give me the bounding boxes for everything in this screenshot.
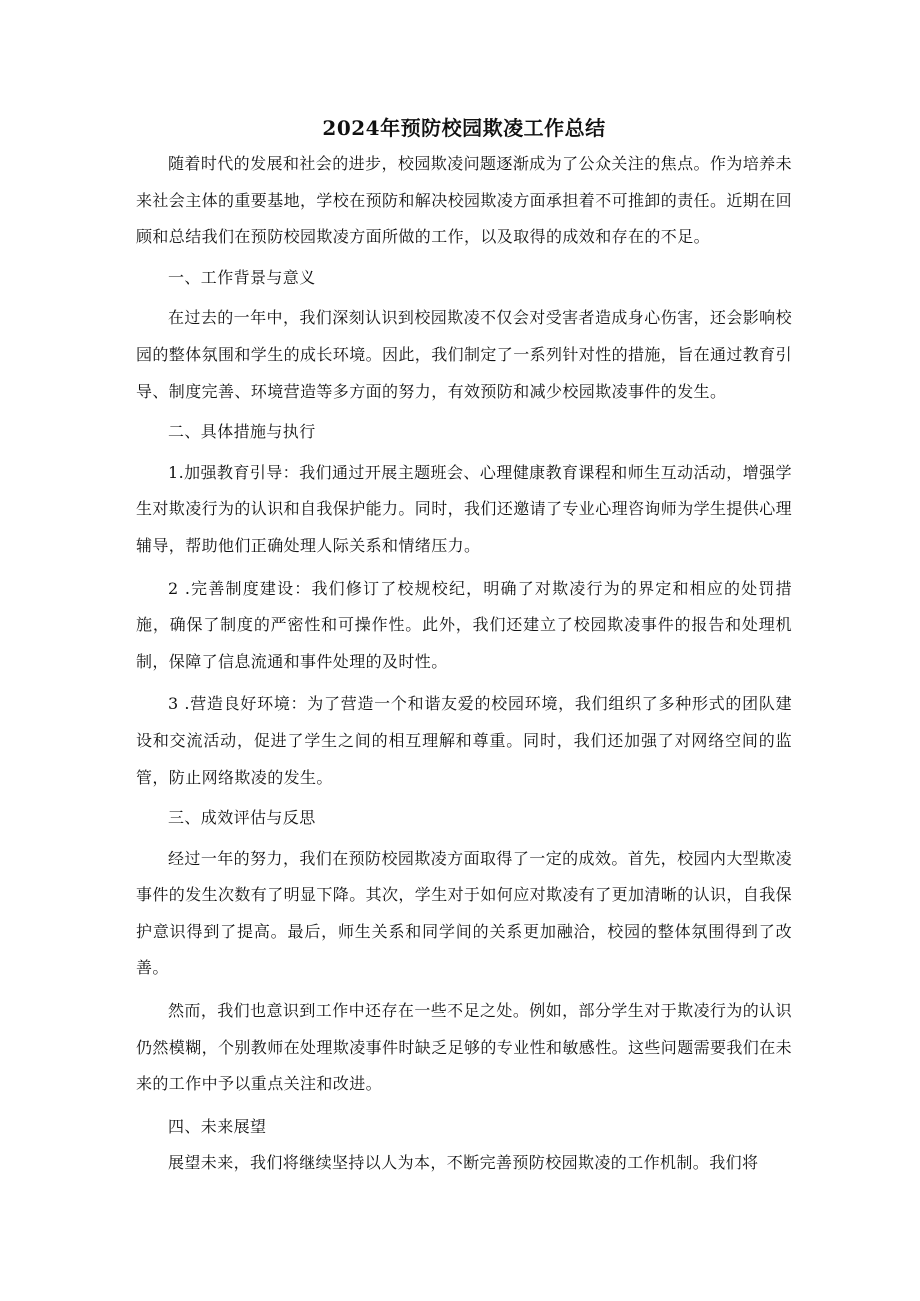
document-title: 2024年预防校园欺凌工作总结 <box>322 116 606 140</box>
section-heading-measures: 二、具体措施与执行 <box>168 422 316 442</box>
background-paragraph: 在过去的一年中，我们深刻认识到校园欺凌不仅会对受害者造成身心伤害，还会影响校园的整体氛围和学生的成长环境。因此，我们制定了一系列针对性的措施，旨在通过教育引导、制度完善、环境营造等多方面的努力，有效预防和减少校园欺凌事件的发生。 <box>136 308 793 401</box>
section-heading-outlook: 四、未来展望 <box>168 1116 267 1136</box>
document-page <box>136 112 792 1182</box>
evaluation-results-paragraph: 经过一年的努力，我们在预防校园欺凌方面取得了一定的成效。首先，校园内大型欺凌事件的发生次数有了明显下降。其次，学生对于如何应对欺凌有了更加清晰的认识，自我保护意识得到了提高。最后，师生关系和同学间的关系更加融洽，校园的整体氛围得到了改善。 <box>136 848 793 978</box>
evaluation-reflection-paragraph: 然而，我们也意识到工作中还存在一些不足之处。例如，部分学生对于欺凌行为的认识仍然模糊，个别教师在处理欺凌事件时缺乏足够的专业性和敏感性。这些问题需要我们在未来的工作中予以重点关注和改进。 <box>136 1001 793 1094</box>
section-heading-background: 一、工作背景与意义 <box>168 267 316 287</box>
measure-system-paragraph: 2 .完善制度建设：我们修订了校规校纪，明确了对欺凌行为的界定和相应的处罚措施，确保了制度的严密性和可操作性。此外，我们还建立了校园欺凌事件的报告和处理机制，保障了信息流通和事件处理的及时性。 <box>136 578 792 671</box>
section-heading-evaluation: 三、成效评估与反思 <box>168 808 316 828</box>
intro-paragraph: 随着时代的发展和社会的进步，校园欺凌问题逐渐成为了公众关注的焦点。作为培养未来社会主体的重要基地，学校在预防和解决校园欺凌方面承担着不可推卸的责任。近期在回顾和总结我们在预防校园欺凌方面所做的工作，以及取得的成效和存在的不足。 <box>136 154 793 247</box>
measure-environment-paragraph: 3 .营造良好环境：为了营造一个和谐友爱的校园环境，我们组织了多种形式的团队建设和交流活动，促进了学生之间的相互理解和尊重。同时，我们还加强了对网络空间的监管，防止网络欺凌的发生。 <box>136 694 792 787</box>
measure-education-paragraph: 1.加强教育引导：我们通过开展主题班会、心理健康教育课程和师生互动活动，增强学生对欺凌行为的认识和自我保护能力。同时，我们还邀请了专业心理咨询师为学生提供心理辅导，帮助他们正确处理人际关系和情绪压力。 <box>136 462 793 555</box>
outlook-paragraph: 展望未来，我们将继续坚持以人为本，不断完善预防校园欺凌的工作机制。我们将 <box>168 1153 759 1173</box>
